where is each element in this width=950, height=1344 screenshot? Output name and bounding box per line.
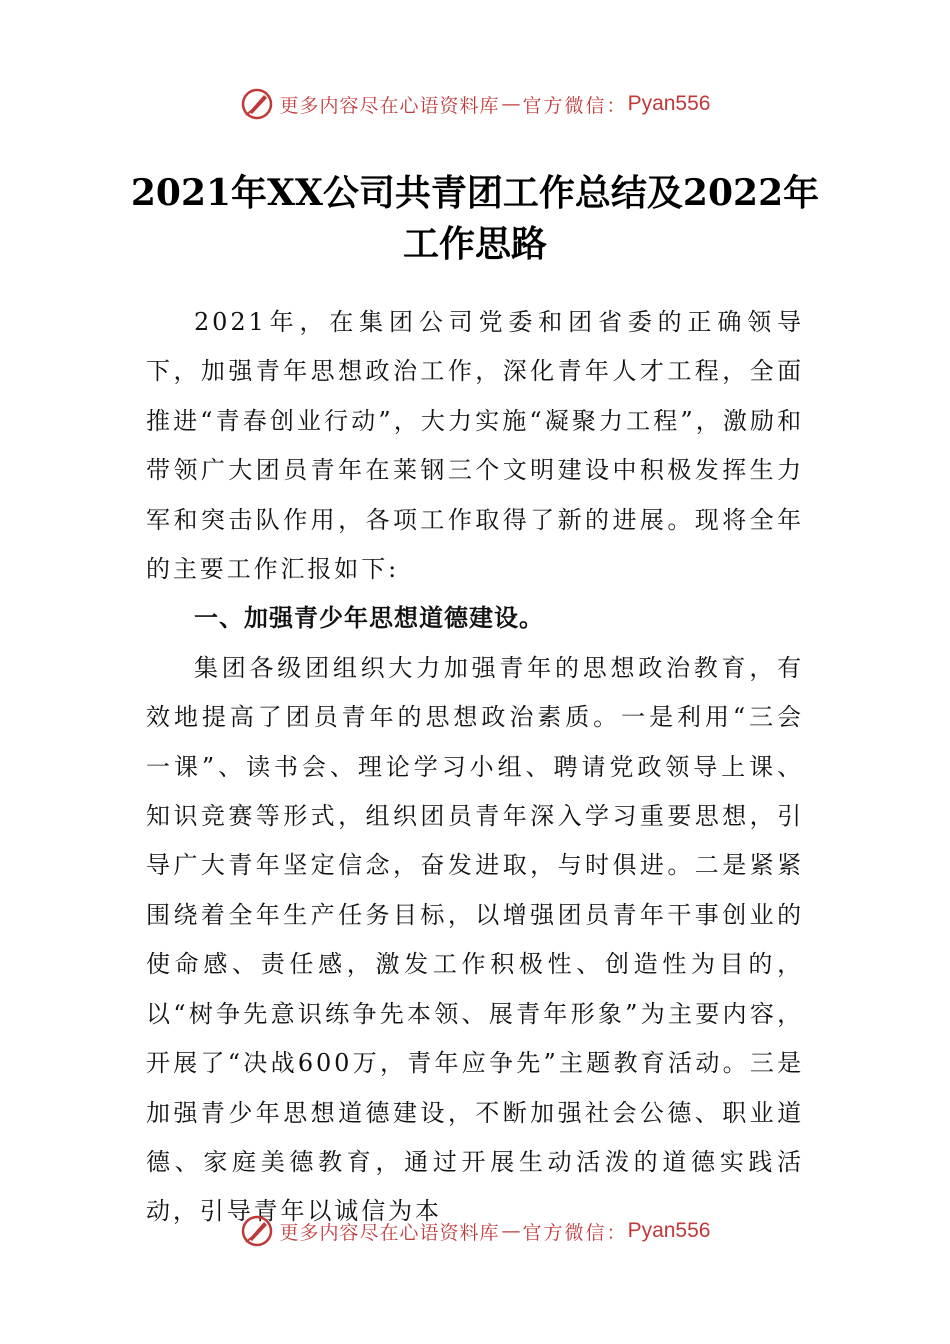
watermark-wechat-label: 官方微信： — [522, 94, 628, 117]
title-line-1: 2021年XX公司共青团工作总结及2022年 — [130, 172, 820, 214]
quill-seal-logo-icon — [240, 87, 274, 121]
section-heading: 一、加强青少年思想道德建设。 — [194, 604, 544, 633]
intro-paragraph: 2021年，在集团公司党委和团省委的正确领导下，加强青年思想政治工作，深化青年人才工程，全面推进“青春创业行动”，大力实施“凝聚力工程”，激励和带领广大团员青年在莱钢三个文明建设中积极发挥生力军和突击队作用，各项工作取得了新的进展。现将全年的主要工作汇报如下: — [146, 308, 804, 584]
watermark-wechat-id: Pyan556 — [627, 1219, 711, 1242]
watermark-wechat-label: 官方微信： — [522, 1221, 628, 1244]
watermark-separator: — — [501, 93, 521, 115]
watermark-banner-top — [0, 84, 950, 124]
watermark-site-text: 更多内容尽在心语资料库 — [279, 1221, 500, 1244]
watermark-separator: — — [501, 1220, 521, 1242]
document-title — [100, 168, 850, 270]
document-body — [146, 298, 804, 1237]
body-paragraph: 集团各级团组织大力加强青年的思想政治教育，有效地提高了团员青年的思想政治素质。一是利用“三会一课”、读书会、理论学习小组、聘请党政领导上课、知识竞赛等形式，组织团员青年深入学习重要思想，引导广大青年坚定信念，奋发进取，与时俱进。二是紧紧围绕着全年生产任务目标，以增强团员青年干事创业的使命感、责任感，激发工作积极性、创造性为目的，以“树争先意识练争先本领、展青年形象”为主要内容，开展了“决战600万，青年应争先”主题教育活动。三是加强青少年思想道德建设，不断加强社会公德、职业道德、家庭美德教育，通过开展生动活泼的道德实践活动，引导青年以诚信为本 — [146, 653, 804, 1226]
watermark-banner-bottom — [0, 1211, 950, 1251]
watermark-wechat-id: Pyan556 — [627, 92, 711, 115]
quill-seal-logo-icon — [240, 1214, 274, 1248]
title-line-2: 工作思路 — [402, 223, 547, 265]
watermark-site-text: 更多内容尽在心语资料库 — [279, 94, 500, 117]
